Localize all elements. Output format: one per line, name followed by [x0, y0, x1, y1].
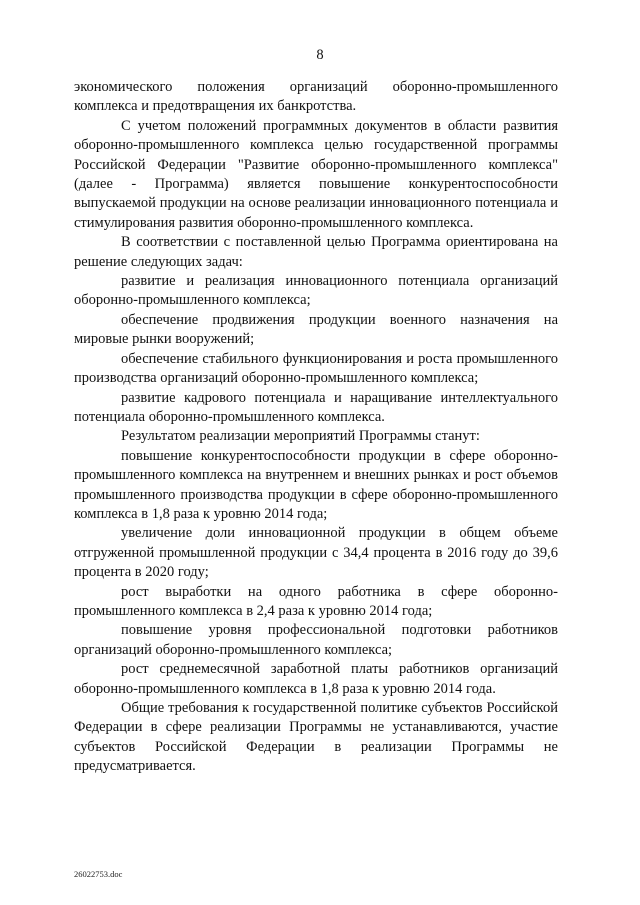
page-number: 8 [316, 47, 324, 63]
list-item: рост среднемесячной заработной платы работников организаций оборонно-промышленного комплекса в 1,8 раза к уровню 2014 года. [74, 661, 558, 697]
footer-file-name: 26022753.doc [74, 869, 123, 879]
paragraph: экономического положения организаций оборонно-промышленного комплекса и предотвращения их банкротства. [74, 79, 558, 115]
list-item: обеспечение стабильного функционирования и роста промышленного производства организаций оборонно-промышленного комплекса; [74, 350, 558, 387]
list-item: рост выработки на одного работника в сфере оборонно-промышленного комплекса в 2,4 раза к уровню 2014 года; [74, 583, 558, 619]
paragraph: Результатом реализации мероприятий Программы станут: [121, 428, 480, 445]
paragraph: С учетом положений программных документов в области развития оборонно-промышленного комплекса целью государственной программы Российской Федерации "Развитие оборонно-промышленного комплекса" (далее - Программа) является повышение конкурентоспособности выпускаемой продукции на основе реализации инновационного потенциала и стимулирования развития оборонно-промышленного комплекса. [74, 117, 558, 231]
list-item: увеличение доли инновационной продукции в общем объеме отгруженной промышленной продукции с 34,4 процента в 2016 году до 39,6 процента в 2020 году; [74, 525, 558, 581]
list-item: развитие и реализация инновационного потенциала организаций оборонно-промышленного комплекса; [74, 273, 558, 309]
list-item: повышение конкурентоспособности продукции в сфере оборонно-промышленного комплекса на внутреннем и внешних рынках и рост объемов промышленного производства продукции в сфере оборонно-промышленного комплекса в 1,8 раза к уровню 2014 года; [74, 447, 558, 522]
paragraph: Общие требования к государственной политике субъектов Российской Федерации в сфере реализации Программы не устанавливаются, участие субъектов Российской Федерации в реализации Программы не предусматривается. [74, 700, 558, 775]
list-item: обеспечение продвижения продукции военного назначения на мировые рынки вооружений; [74, 311, 558, 348]
list-item: развитие кадрового потенциала и наращивание интеллектуального потенциала оборонно-промышленного комплекса. [74, 389, 558, 425]
document-body [74, 78, 558, 777]
list-item: повышение уровня профессиональной подготовки работников организаций оборонно-промышленного комплекса; [74, 622, 558, 658]
paragraph: В соответствии с поставленной целью Программа ориентирована на решение следующих задач: [74, 234, 558, 270]
